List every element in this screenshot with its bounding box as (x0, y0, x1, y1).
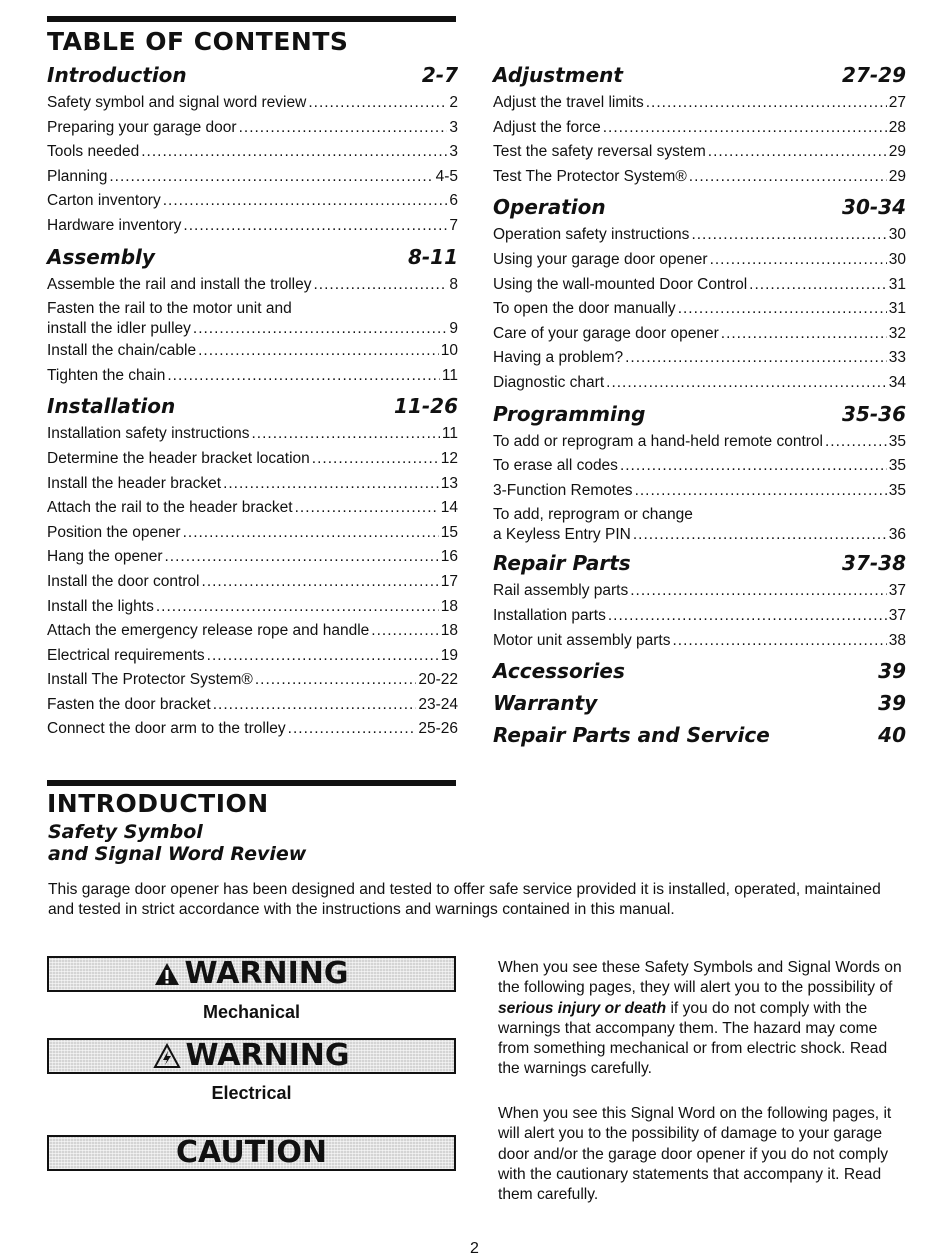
toc-entry-title: Using the wall-mounted Door Control (493, 275, 748, 293)
toc-entry-title: Operation safety instructions (493, 226, 690, 244)
toc-entry-page: 30 (888, 226, 906, 244)
toc-entry[interactable] (47, 422, 458, 447)
warning-mechanical-word: WARNING (184, 956, 349, 991)
toc-entry-title: To add or reprogram a hand-held remote control (493, 432, 823, 450)
toc-entry-title: Diagnostic chart (493, 373, 605, 391)
toc-leader-dots (202, 570, 439, 595)
toc-entry-title: Using your garage door opener (493, 250, 708, 268)
toc-leader-dots (255, 668, 417, 693)
toc-entry-title: Having a problem? (493, 349, 624, 367)
toc-section-title: Installation (47, 394, 176, 419)
caution-word: CAUTION (176, 1135, 327, 1170)
toc-entry-page: 31 (888, 275, 906, 293)
toc-entry[interactable] (493, 371, 906, 396)
toc-entry-title: Attach the emergency release rope and handle (47, 622, 370, 640)
toc-heading: TABLE OF CONTENTS (47, 27, 349, 56)
toc-entry-page: 10 (440, 342, 458, 360)
toc-entry-line2 (493, 525, 906, 545)
toc-entry-page: 7 (449, 216, 458, 234)
toc-entry-page: 35 (888, 432, 906, 450)
toc-entry[interactable] (47, 189, 458, 214)
toc-entry-title: Install the door control (47, 572, 200, 590)
toc-entry[interactable] (493, 503, 906, 545)
toc-leader-dots (183, 521, 439, 546)
toc-entry[interactable] (47, 140, 458, 165)
toc-leader-dots (708, 140, 887, 165)
toc-leader-dots (156, 595, 439, 620)
intro-top-rule (47, 780, 456, 786)
warning-text-pre: When you see these Safety Symbols and Signal Words on the following pages, they will alert you to the possibility of (498, 959, 902, 997)
toc-entry-page: 25-26 (418, 720, 458, 738)
toc-entry-page: 6 (449, 192, 458, 210)
toc-leader-dots (295, 496, 439, 521)
toc-leader-dots (635, 479, 887, 504)
toc-entry[interactable] (47, 339, 458, 364)
toc-entry[interactable] (493, 454, 906, 479)
toc-entry[interactable] (47, 496, 458, 521)
toc-leader-dots (608, 604, 887, 629)
toc-entry[interactable] (493, 629, 906, 654)
toc-entry-title: Hang the opener (47, 548, 163, 566)
toc-section-heading[interactable] (47, 244, 458, 269)
toc-entry-page: 11 (441, 425, 458, 443)
toc-entry-title: Install The Protector System® (47, 671, 253, 689)
toc-leader-dots (646, 91, 887, 116)
toc-entry-page: 18 (440, 622, 458, 640)
toc-entry-page: 29 (888, 143, 906, 161)
toc-entry-page: 31 (888, 300, 906, 318)
toc-entry[interactable] (493, 223, 906, 248)
toc-entry-title: Adjust the force (493, 118, 601, 136)
toc-leader-dots (109, 165, 433, 190)
warning-electrical-label: Electrical (211, 1083, 292, 1103)
toc-leader-dots (239, 116, 448, 141)
toc-entry-title: To open the door manually (493, 300, 676, 318)
toc-leader-dots (314, 273, 448, 298)
toc-leader-dots (308, 91, 447, 116)
toc-entry-page: 27 (888, 94, 906, 111)
toc-leader-dots (164, 545, 438, 570)
toc-right-column (493, 65, 906, 751)
toc-entry-page: 3 (449, 143, 458, 161)
toc-entry-title: Carton inventory (47, 192, 161, 210)
toc-entry-line2 (47, 319, 458, 339)
toc-entry-title: Attach the rail to the header bracket (47, 499, 293, 517)
toc-entry-page: 38 (888, 631, 906, 649)
toc-leader-dots (620, 454, 887, 479)
toc-entry[interactable] (493, 579, 906, 604)
toc-entry-title: Tools needed (47, 143, 140, 161)
toc-leader-dots (603, 116, 887, 141)
toc-leader-dots (213, 693, 417, 718)
toc-leader-dots (251, 422, 439, 447)
intro-subheading-line1: Safety Symbol (48, 821, 203, 843)
toc-entry[interactable] (47, 214, 458, 239)
toc-entry-title: Test The Protector System® (493, 167, 687, 185)
toc-section-title: Warranty (493, 691, 598, 716)
toc-leader-dots (193, 319, 447, 339)
toc-entry-page: 34 (888, 373, 906, 391)
toc-section-pages: 40 (878, 723, 906, 748)
toc-entry[interactable] (493, 322, 906, 347)
toc-section-title: Introduction (47, 63, 187, 87)
toc-entry-page: 32 (888, 324, 906, 342)
toc-entry-title: Electrical requirements (47, 646, 205, 664)
toc-leader-dots (167, 364, 440, 389)
toc-entry[interactable] (47, 165, 458, 190)
toc-entry[interactable] (47, 116, 458, 141)
toc-section-heading[interactable] (493, 195, 906, 220)
toc-left-column (47, 65, 458, 742)
toc-entry-title: Installation safety instructions (47, 425, 250, 443)
caution-signal (47, 1135, 456, 1171)
caution-explanation-text: When you see this Signal Word on the following pages, it will alert you to the possibility of damage to your garage door and/or the garage door opener if you do not comply with the cautionary statements that accompany it. Read them carefully. (498, 1105, 892, 1204)
warning-mechanical-signal (47, 956, 456, 992)
toc-section-heading[interactable] (493, 65, 906, 85)
toc-section-heading[interactable] (47, 65, 458, 85)
toc-entry-title: Connect the door arm to the trolley (47, 720, 286, 738)
toc-entry-title: Adjust the travel limits (493, 94, 644, 111)
toc-leader-dots (312, 447, 439, 472)
toc-section-pages: 8-11 (407, 244, 458, 269)
toc-entry-title: Fasten the door bracket (47, 695, 211, 713)
toc-section-heading[interactable] (493, 551, 906, 576)
intro-subheading-line2: and Signal Word Review (48, 843, 307, 865)
toc-entry-title: Rail assembly parts (493, 582, 629, 600)
toc-leader-dots (625, 346, 887, 371)
toc-entry[interactable] (47, 521, 458, 546)
toc-entry-title-line2: a Keyless Entry PIN (493, 526, 631, 544)
toc-entry-page: 20-22 (418, 671, 458, 689)
toc-entry[interactable] (47, 472, 458, 497)
toc-entry-title: Preparing your garage door (47, 118, 237, 136)
toc-section-title: Repair Parts and Service (493, 723, 770, 748)
toc-section-title: Assembly (47, 244, 155, 269)
toc-leader-dots (371, 619, 438, 644)
toc-entry-page: 3 (449, 118, 458, 136)
toc-leader-dots (207, 644, 439, 669)
toc-entry-title: Test the safety reversal system (493, 143, 706, 161)
warning-text-emphasis: serious injury or death (498, 999, 667, 1017)
intro-subheading (48, 821, 306, 865)
toc-entry-title: Determine the header bracket location (47, 449, 310, 467)
toc-section-title: Adjustment (493, 63, 623, 87)
toc-entry[interactable] (493, 297, 906, 322)
toc-entry-page: 35 (888, 481, 906, 499)
warning-electrical-signal (47, 1038, 456, 1074)
toc-entry-page: 17 (440, 572, 458, 590)
toc-entry[interactable] (47, 717, 458, 742)
toc-section-pages: 30-34 (842, 195, 906, 220)
toc-entry-page: 12 (440, 449, 458, 467)
toc-entry-page: 28 (888, 118, 906, 136)
toc-section-pages: 11-26 (394, 394, 458, 419)
toc-entry-page: 30 (888, 250, 906, 268)
toc-entry-page: 33 (888, 349, 906, 367)
toc-section-pages: 27-29 (842, 63, 906, 87)
toc-entry-title-line2: install the idler pulley (47, 320, 191, 338)
toc-entry-title: Hardware inventory (47, 216, 182, 234)
toc-entry[interactable] (493, 430, 906, 455)
toc-entry[interactable] (493, 165, 906, 190)
toc-section-heading[interactable] (493, 659, 906, 684)
toc-entry-title: Install the lights (47, 597, 154, 615)
toc-leader-dots (672, 629, 886, 654)
toc-section-pages: 35-36 (842, 401, 906, 426)
toc-entry-page: 18 (440, 597, 458, 615)
warning-explanation-text (498, 958, 903, 1080)
warning-triangle-icon (154, 962, 180, 986)
toc-section-heading[interactable] (493, 691, 906, 716)
toc-section-title: Operation (493, 195, 606, 220)
toc-entry[interactable] (493, 140, 906, 165)
toc-entry-page: 37 (888, 606, 906, 624)
toc-section-heading[interactable] (493, 723, 906, 748)
toc-entry-title: Care of your garage door opener (493, 324, 719, 342)
toc-section-heading[interactable] (47, 394, 458, 419)
page-number: 2 (470, 1240, 479, 1257)
toc-section-heading[interactable] (493, 401, 906, 426)
toc-entry[interactable] (493, 116, 906, 141)
toc-leader-dots (633, 525, 887, 545)
toc-entry-page: 37 (888, 582, 906, 600)
toc-section-pages: 37-38 (842, 551, 906, 576)
intro-body-text: This garage door opener has been designed and tested to offer safe service provided it is installed, operated, maintained and tested in strict accordance with the instructions and warnings contained in this manual. (48, 881, 881, 918)
toc-entry-title: Assemble the rail and install the trolley (47, 275, 312, 293)
toc-leader-dots (163, 189, 448, 214)
toc-entry[interactable] (493, 604, 906, 629)
toc-entry-page: 2 (449, 94, 458, 111)
toc-entry[interactable] (47, 595, 458, 620)
toc-entry[interactable] (47, 297, 458, 339)
toc-entry[interactable] (493, 91, 906, 116)
toc-entry-page: 9 (449, 320, 458, 338)
toc-leader-dots (710, 248, 887, 273)
toc-entry-page: 14 (440, 499, 458, 517)
toc-entry[interactable] (493, 248, 906, 273)
toc-entry-page: 13 (440, 474, 458, 492)
toc-entry[interactable] (493, 273, 906, 298)
toc-entry-page: 4-5 (435, 167, 458, 185)
toc-entry-title: Motor unit assembly parts (493, 631, 671, 649)
toc-entry[interactable] (47, 364, 458, 389)
warning-text-post: if you do not comply with the warnings that accompany them. The hazard may come from something mechanical or from electric shock. Read the warnings carefully. (498, 999, 888, 1078)
toc-entry-title: Tighten the chain (47, 366, 166, 384)
toc-section-title: Programming (493, 401, 646, 426)
toc-entry-title-line1: Fasten the rail to the motor unit and (47, 300, 292, 318)
warning-mechanical-label: Mechanical (202, 1002, 301, 1022)
toc-leader-dots (198, 339, 439, 364)
toc-top-rule (47, 16, 456, 22)
warning-electrical-word: WARNING (185, 1038, 350, 1073)
toc-entry-title: To erase all codes (493, 457, 618, 475)
toc-entry-page: 8 (449, 275, 458, 293)
toc-entry[interactable] (47, 447, 458, 472)
toc-entry[interactable] (47, 570, 458, 595)
toc-entry-title: Safety symbol and signal word review (47, 94, 307, 111)
toc-leader-dots (678, 297, 887, 322)
toc-section-pages: 2-7 (421, 63, 458, 87)
toc-entry-title: Install the header bracket (47, 474, 222, 492)
toc-section-pages: 39 (878, 691, 906, 716)
toc-leader-dots (825, 430, 887, 455)
intro-heading: INTRODUCTION (47, 789, 269, 818)
toc-entry[interactable] (47, 619, 458, 644)
toc-entry-title: Install the chain/cable (47, 342, 197, 360)
toc-entry-page: 23-24 (418, 695, 458, 713)
toc-leader-dots (288, 717, 417, 742)
toc-entry-page: 19 (440, 646, 458, 664)
toc-entry-page: 11 (441, 366, 458, 384)
toc-section-title: Repair Parts (493, 551, 631, 576)
toc-section-pages: 39 (878, 659, 906, 684)
toc-leader-dots (141, 140, 447, 165)
toc-leader-dots (691, 223, 886, 248)
toc-leader-dots (630, 579, 887, 604)
electrical-warning-triangle-icon (153, 1043, 181, 1069)
toc-entry[interactable] (493, 346, 906, 371)
toc-entry-page: 15 (440, 523, 458, 541)
toc-entry-page: 36 (888, 526, 906, 544)
toc-entry-title: Planning (47, 167, 108, 185)
toc-entry-title-line1: To add, reprogram or change (493, 506, 693, 524)
toc-entry[interactable] (47, 545, 458, 570)
toc-entry-page: 35 (888, 457, 906, 475)
toc-section-title: Accessories (493, 659, 625, 684)
toc-entry-title: 3-Function Remotes (493, 481, 633, 499)
toc-entry-title: Installation parts (493, 606, 606, 624)
toc-entry[interactable] (47, 644, 458, 669)
toc-leader-dots (183, 214, 447, 239)
toc-leader-dots (689, 165, 887, 190)
toc-leader-dots (223, 472, 439, 497)
toc-leader-dots (606, 371, 887, 396)
toc-entry[interactable] (47, 91, 458, 116)
toc-entry[interactable] (47, 668, 458, 693)
toc-leader-dots (721, 322, 887, 347)
toc-entry-page: 16 (440, 548, 458, 566)
toc-entry-page: 29 (888, 167, 906, 185)
toc-entry[interactable] (47, 273, 458, 298)
toc-leader-dots (749, 273, 887, 298)
toc-entry[interactable] (493, 479, 906, 504)
toc-entry-title: Position the opener (47, 523, 181, 541)
toc-entry[interactable] (47, 693, 458, 718)
